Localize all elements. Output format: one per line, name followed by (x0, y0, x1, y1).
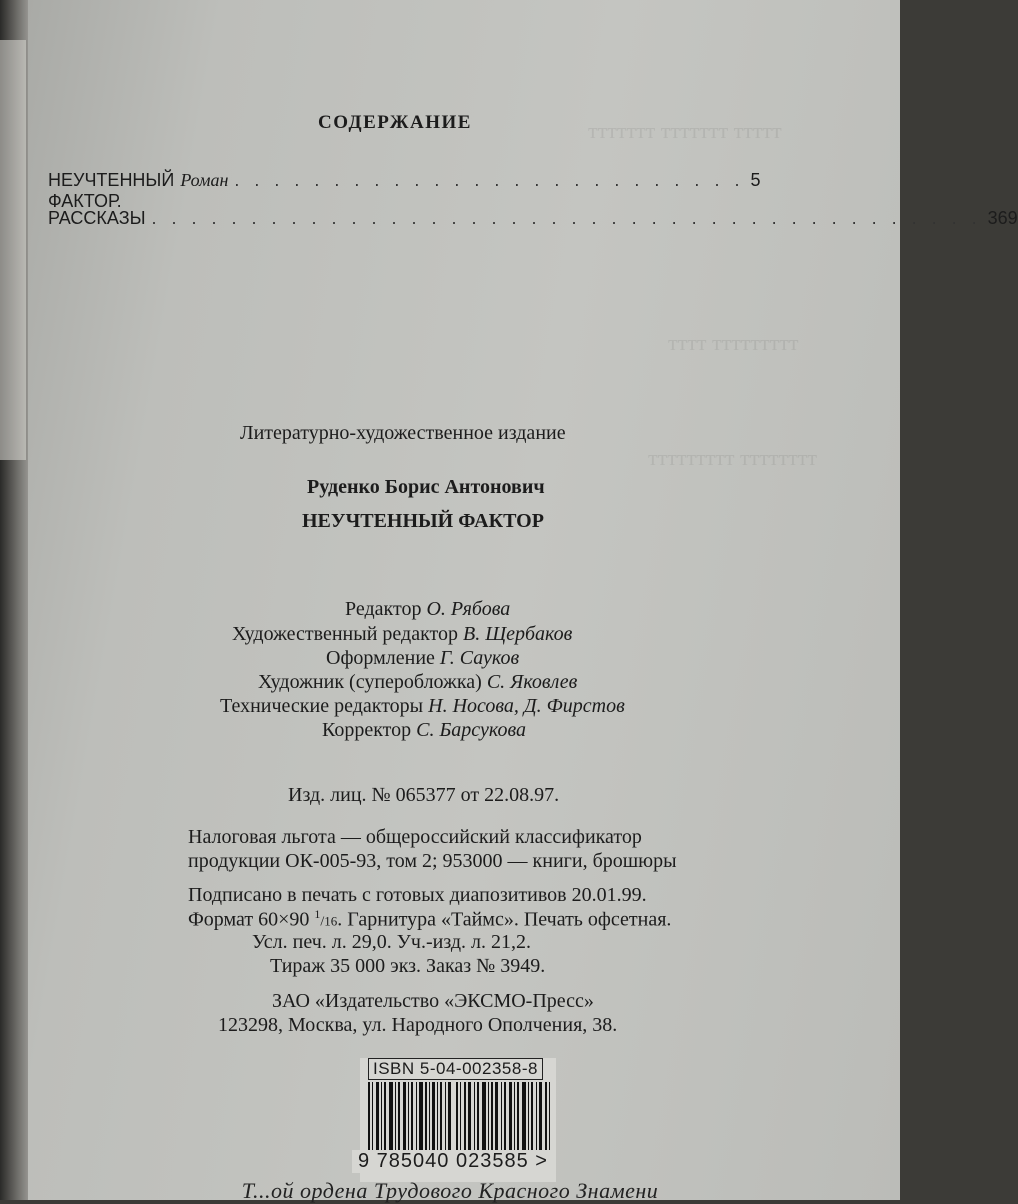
credit-name: В. Щербаков (463, 623, 573, 645)
format-text-rest: . Гарнитура «Таймс». Печать офсетная. (337, 908, 672, 931)
toc-entry (48, 208, 1018, 229)
previous-page-edge (0, 40, 26, 460)
show-through-text: ттттт ттттттт ттттттт (588, 118, 782, 143)
credit-name: О. Рябова (426, 598, 511, 620)
toc-leader-dots: . . . . . . . . . . . . . . . . . . . . . . . . . . (234, 170, 745, 190)
toc-entry (48, 170, 760, 212)
tax-line: продукции ОК-005-93, том 2; 953000 — книги, брошюры (188, 850, 677, 872)
toc-entry-page: 369 (987, 208, 1018, 228)
print-line: Усл. печ. л. 29,0. Уч.-изд. л. 21,2. (252, 931, 532, 953)
format-text: Формат 60×90 (188, 908, 310, 931)
credit-line (232, 623, 572, 646)
toc-entry-title: НЕУЧТЕННЫЙ ФАКТОР. (48, 170, 175, 211)
barcode-digits: 9 785040 023585 > (352, 1150, 554, 1173)
credit-name: Г. Сауков (439, 647, 520, 669)
credit-line (220, 695, 625, 718)
publisher-name: ЗАО «Издательство «ЭКСМО-Пресс» (272, 990, 594, 1012)
edition-type: Литературно-художественное издание (240, 422, 566, 444)
credit-name: С. Яковлев (486, 671, 578, 693)
cut-off-bottom-line: Т...ой ордена Трудового Красного Знамени (241, 1178, 659, 1203)
toc-entry-genre: Роман (180, 170, 229, 190)
print-line: Формат 60×90 $^1$/16. Гарнитура «Таймс». Печать офсетная. (188, 907, 672, 931)
show-through-text: тттттттт ттттттттт (648, 445, 817, 470)
isbn-label: ISBN 5-04-002358-8 (368, 1058, 543, 1080)
book-title: НЕУЧТЕННЫЙ ФАКТОР (302, 510, 544, 532)
credit-role: Оформление (326, 647, 435, 669)
credit-line (345, 598, 510, 621)
credit-name: С. Барсукова (416, 719, 527, 741)
credit-line (322, 719, 526, 742)
print-line: Подписано в печать с готовых диапозитивов 20.01.99. (188, 884, 647, 906)
toc-leader-dots: . . . . . . . . . . . . . . . . . . . . . . . . . . . . . . . . . . . . . . . . . . (151, 208, 982, 228)
license-line: Изд. лиц. № 065377 от 22.08.97. (288, 784, 560, 806)
credit-role: Художник (суперобложка) (258, 671, 482, 693)
credit-name: Н. Носова, Д. Фирстов (428, 695, 625, 717)
credit-role: Художественный редактор (232, 623, 458, 645)
show-through-text: ттттттттт тттт (668, 330, 799, 355)
format-fraction-denominator: 16 (324, 913, 338, 929)
toc-entry-page: 5 (750, 170, 761, 190)
toc-entry-title: РАССКАЗЫ (48, 208, 146, 228)
credit-role: Редактор (345, 598, 422, 620)
credit-role: Технические редакторы (220, 695, 424, 717)
tax-line: Налоговая льгота — общероссийский классификатор (188, 826, 642, 848)
barcode-image (364, 1080, 554, 1158)
author-name: Руденко Борис Антонович (307, 476, 545, 498)
print-run-line: Тираж 35 000 экз. Заказ № 3949. (270, 955, 546, 977)
credit-line (258, 671, 577, 694)
credit-line (326, 647, 519, 670)
credit-role: Корректор (322, 719, 412, 741)
toc-title: СОДЕРЖАНИЕ (318, 112, 472, 133)
publisher-address: 123298, Москва, ул. Народного Ополчения, 38. (218, 1014, 618, 1036)
format-fraction-numerator: 1 (314, 907, 321, 921)
